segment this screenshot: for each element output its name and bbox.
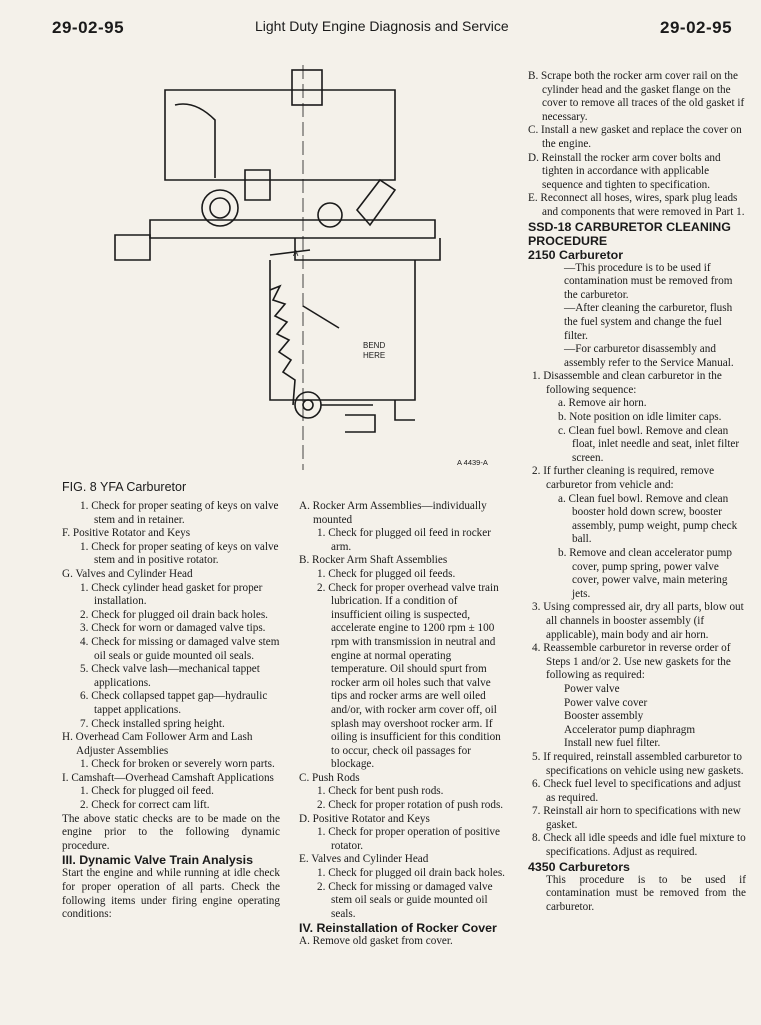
paragraph: 5. If required, reinstall assembled carburetor to specifications on vehicle using new gaskets.	[532, 750, 744, 777]
text-column-middle	[299, 500, 505, 949]
paragraph: 3. Using compressed air, dry all parts, blow out all channels in booster assembly (if applicable), main body and air horn.	[532, 601, 744, 641]
section-heading: SSD-18 CARBURETOR CLEANING PROCEDURE	[528, 219, 731, 248]
paragraph: D. Reinstall the rocker arm cover bolts and tighten in accordance with applicable sequence and tighten to specification.	[528, 151, 721, 191]
paragraph: a. Remove air horn.	[558, 397, 647, 410]
page-number-left: 29-02-95	[52, 18, 125, 37]
paragraph: The above static checks are to be made on the engine prior to the following dynamic procedure.	[62, 812, 280, 852]
paragraph: E. Reconnect all hoses, wires, spark plug leads and components that were removed in Part 1.	[528, 192, 745, 218]
figure-code: A 4439-A	[457, 458, 488, 467]
paragraph: 3. Check for worn or damaged valve tips.	[80, 622, 266, 635]
paragraph: B. Rocker Arm Shaft Assemblies	[299, 554, 448, 567]
section-heading: 4350 Carburetors	[528, 859, 630, 874]
label-a: A	[293, 249, 299, 258]
paragraph: 1. Check for bent push rods.	[317, 785, 444, 798]
paragraph: 1. Check for plugged oil feed in rocker arm.	[317, 527, 491, 553]
paragraph: 5. Check valve lash—mechanical tappet applications.	[80, 663, 260, 689]
paragraph: 2. Check for proper rotation of push rods.	[317, 799, 504, 812]
paragraph: 6. Check collapsed tappet gap—hydraulic tappet applications.	[80, 690, 268, 716]
carburetor-illustration	[95, 60, 515, 480]
label-here: HERE	[363, 351, 386, 360]
figure-caption: FIG. 8 YFA Carburetor	[62, 480, 187, 494]
page-number-right: 29-02-95	[660, 18, 733, 37]
paragraph: E. Valves and Cylinder Head	[299, 853, 429, 866]
paragraph: 2. Check for missing or damaged valve stem oil seals or guide mounted oil seals.	[317, 880, 493, 920]
paragraph: Start the engine and while running at idle check for proper operation of all parts. Check the following items under firing engine operating conditions:	[62, 867, 280, 921]
paragraph: 1. Disassemble and clean carburetor in the following sequence:	[532, 370, 722, 396]
paragraph: Booster assembly	[564, 710, 644, 723]
paragraph: 1. Check for proper seating of keys on valve stem and in positive rotator.	[80, 540, 279, 567]
paragraph: C. Push Rods	[299, 771, 360, 784]
paragraph: 8. Check all idle speeds and idle fuel mixture to specifications. Adjust as required.	[532, 832, 746, 859]
paragraph: Accelerator pump diaphragm	[564, 723, 696, 736]
page-header	[0, 18, 761, 42]
paragraph: D. Positive Rotator and Keys	[299, 812, 430, 825]
paragraph: —This procedure is to be used if contamination must be removed from the carburetor.	[564, 261, 733, 301]
paragraph: 1. Check for plugged oil drain back holes.	[317, 867, 505, 880]
paragraph: 2. Check for correct cam lift.	[80, 799, 210, 812]
paragraph: A. Rocker Arm Assemblies—individually mounted	[299, 500, 487, 526]
paragraph: b. Note position on idle limiter caps.	[558, 411, 722, 424]
paragraph: 1. Check for proper operation of positive rotator.	[317, 826, 500, 852]
paragraph: 7. Check installed spring height.	[80, 717, 225, 730]
paragraph: 4. Check for missing or damaged valve stem oil seals or guide mounted oil seals.	[80, 635, 280, 662]
paragraph: C. Install a new gasket and replace the cover on the engine.	[528, 124, 742, 150]
header-title: Light Duty Engine Diagnosis and Service	[255, 18, 509, 34]
paragraph: I. Camshaft—Overhead Camshaft Applications	[62, 771, 274, 784]
section-heading: 2150 Carburetor	[528, 247, 624, 262]
paragraph: 2. Check for proper overhead valve train lubrication. If a condition of insufficient oiling is suspected, accelerate engine to 1200 rpm ± 100 rpm with transmission in neutral and engine at normal operating temperature. Oil should spurt from rocker arm oil holes such that valve tips and rocker arms are well oiled and/or, with rocker arm cover off, oil splash may overshoot rocker arm. If oiling is insufficient for this condition to occur, check oil passages for blockage.	[317, 581, 501, 771]
paragraph: This procedure is to be used if contamination must be removed from the carburetor.	[546, 873, 746, 913]
section-heading: IV. Reinstallation of Rocker Cover	[299, 921, 497, 936]
paragraph: c. Clean fuel bowl. Remove and clean float, inlet needle and seat, inlet filter screen.	[558, 424, 740, 464]
paragraph: 2. Check for plugged oil drain back holes.	[80, 608, 268, 621]
paragraph: 6. Check fuel level to specifications and adjust as required.	[532, 778, 741, 804]
text-column-right	[528, 70, 746, 914]
section-heading: III. Dynamic Valve Train Analysis	[62, 853, 254, 868]
paragraph: b. Remove and clean accelerator pump cover, pump spring, power valve cover, power valve, main metering jets.	[558, 547, 732, 600]
paragraph: F. Positive Rotator and Keys	[62, 527, 191, 540]
paragraph: H. Overhead Cam Follower Arm and Lash Adjuster Assemblies	[62, 731, 253, 757]
paragraph: 2. If further cleaning is required, remove carburetor from vehicle and:	[532, 465, 715, 492]
paragraph: 1. Check for plugged oil feeds.	[317, 567, 456, 580]
paragraph: 1. Check cylinder head gasket for proper installation.	[80, 581, 263, 608]
paragraph: a. Clean fuel bowl. Remove and clean booster hold down screw, booster assembly, pump weight, pump check ball.	[558, 492, 738, 546]
paragraph: 1. Check for broken or severely worn parts.	[80, 758, 275, 771]
paragraph: A. Remove old gasket from cover.	[299, 935, 453, 948]
text-column-left	[62, 500, 280, 922]
paragraph: Power valve cover	[564, 696, 648, 709]
paragraph: 7. Reinstall air horn to specifications with new gasket.	[532, 805, 741, 831]
paragraph: 1. Check for plugged oil feed.	[80, 785, 214, 798]
paragraph: Install new fuel filter.	[564, 737, 661, 750]
paragraph: 4. Reassemble carburetor in reverse order of Steps 1 and/or 2. Use new gaskets for the following as required:	[532, 642, 731, 682]
paragraph: —For carburetor disassembly and assembly refer to the Service Manual.	[564, 343, 734, 369]
paragraph: —After cleaning the carburetor, flush the fuel system and change the fuel filter.	[564, 302, 733, 342]
paragraph: B. Scrape both the rocker arm cover rail on the cylinder head and the gasket flange on the cover to remove all traces of the old gasket if necessary.	[528, 70, 745, 123]
paragraph: 1. Check for proper seating of keys on valve stem and in retainer.	[80, 500, 279, 526]
label-bend: BEND	[363, 341, 386, 350]
paragraph: Power valve	[564, 682, 620, 695]
paragraph: G. Valves and Cylinder Head	[62, 567, 193, 580]
